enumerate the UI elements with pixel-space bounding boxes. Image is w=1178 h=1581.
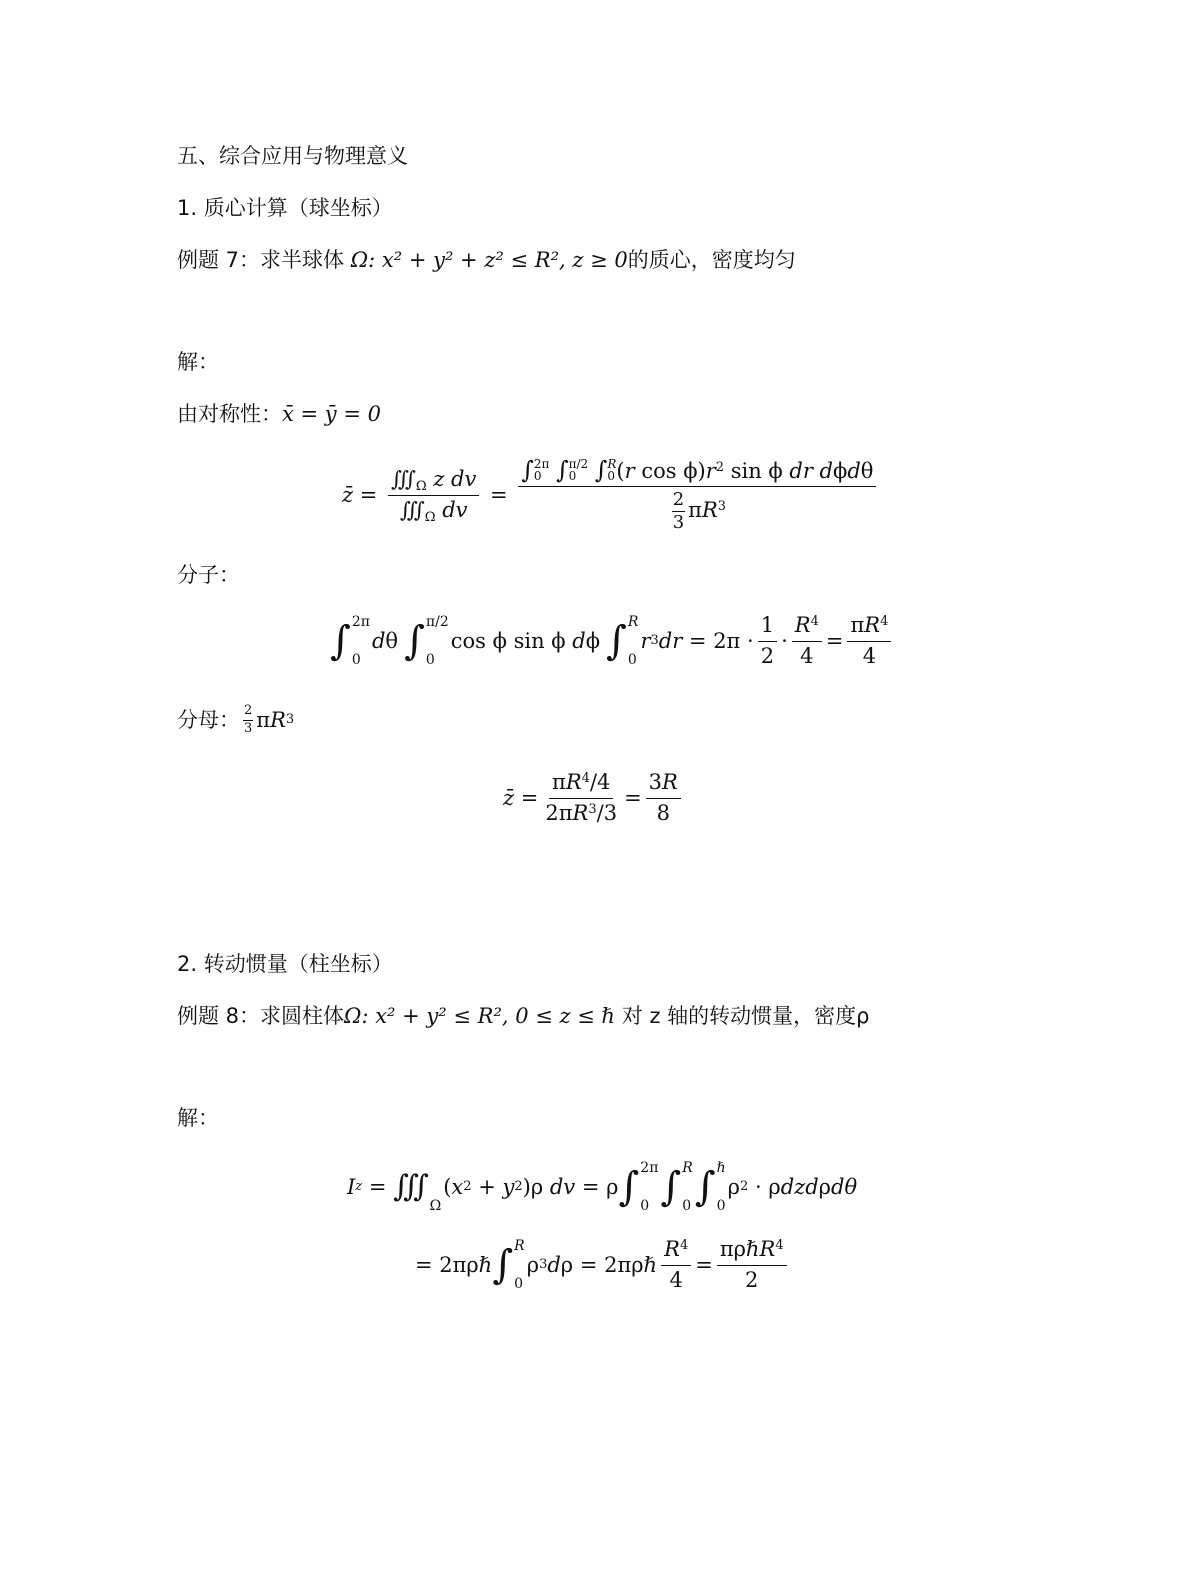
denominator-line bbox=[177, 700, 294, 740]
zbar-result-equation: z̄ = $\frac{\pi R^4/4}{2\pi R^3/3}$ = $\frac{3R}{8}$ bbox=[503, 765, 685, 831]
denominator-value: 2 3 π R 3 bbox=[244, 703, 295, 736]
inertia-equation-line1: I z = ∭ Ω ( x 2 + y 2 )ρ dv = ρ ∫ 2π 0 ∫ R 0 ∫ ℏ 0 ρ 2 · ρ dzd ρ dθ bbox=[347, 1160, 858, 1214]
example7-region: Ω: x² + y² + z² ≤ R², z ≥ 0 bbox=[350, 248, 628, 272]
inertia-equation-line2: = 2πρ ℏ ∫ R 0 ρ 3 d ρ = 2πρ ℏ $\frac{R^4}{4}$ = $\frac{\pi\rho\hbar R^4}{2}$ bbox=[415, 1232, 791, 1298]
denominator-label: 分母： bbox=[177, 707, 240, 732]
example7-suffix: 的质心，密度均匀 bbox=[627, 248, 796, 272]
symmetry-line bbox=[177, 404, 381, 425]
zbar-definition-equation: z̄ = $\frac{∭_\Omega z dv}{∭_\Omega dv}$ = ∫ 2π 0 ∫ π/2 0 ∫ R 0 (r $\cos \phi)r^2$ sin ϕ dr dϕdθ $\frac{2}{3}$ $\pi R^3$ bbox=[342, 450, 880, 540]
solution-label-2: 解： bbox=[177, 1106, 219, 1130]
symmetry-equation: x̄ = ȳ = 0 bbox=[282, 402, 381, 426]
example8-suffix: 对 z 轴的转动惯量，密度ρ bbox=[621, 1004, 870, 1028]
example7-prefix: 例题 7：求半球体 bbox=[177, 248, 345, 272]
part1-title: 1. 质心计算（球坐标） bbox=[177, 196, 393, 220]
example8-line bbox=[177, 1006, 869, 1027]
example7-line bbox=[177, 250, 796, 271]
example8-prefix: 例题 8：求圆柱体 bbox=[177, 1004, 345, 1028]
numerator-label: 分子： bbox=[177, 563, 240, 587]
part2-title: 2. 转动惯量（柱坐标） bbox=[177, 952, 393, 976]
section-heading: 五、综合应用与物理意义 bbox=[177, 144, 408, 168]
symmetry-prefix: 由对称性： bbox=[177, 402, 282, 426]
numerator-equation: ∫ 2π 0 d θ ∫ π/2 0 cos ϕ sin ϕ d ϕ ∫ R 0 r 3 dr = 2π · $\frac{1}{2}$ · $\frac{R^4}{4}$ = $\frac{\pi R^4}{4}$ bbox=[330, 608, 895, 674]
example8-region: Ω: x² + y² ≤ R², 0 ≤ z ≤ ℏ bbox=[344, 1004, 616, 1028]
solution-label-1: 解： bbox=[177, 350, 219, 374]
